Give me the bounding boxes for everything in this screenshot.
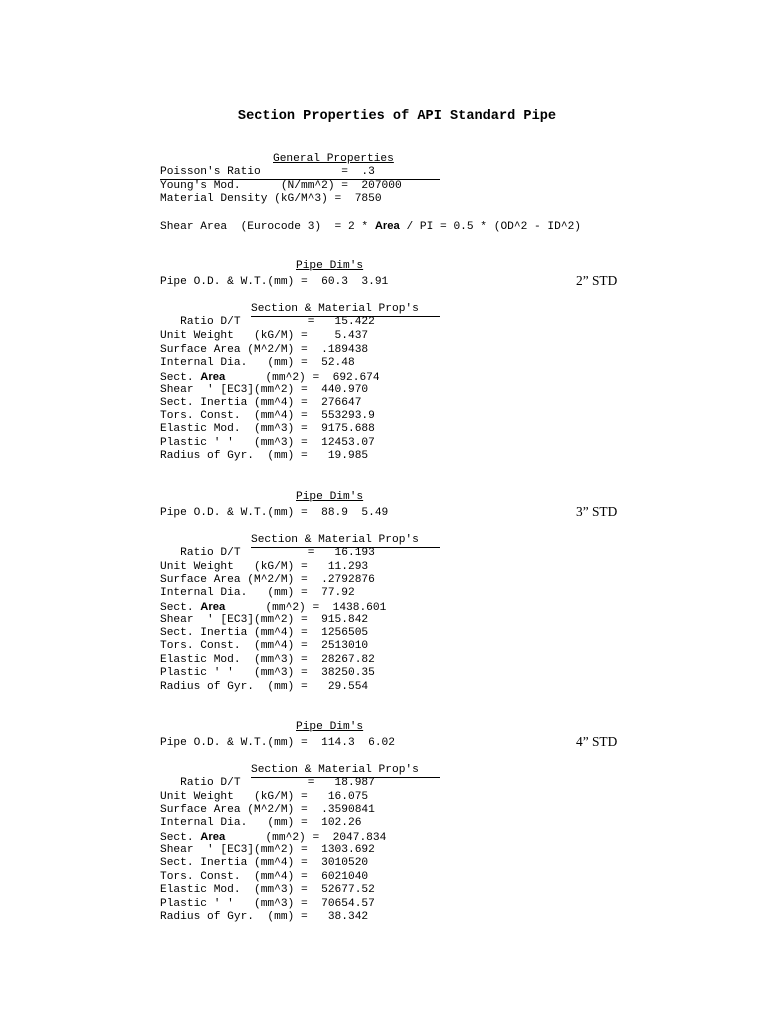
elastic-mod-line: Elastic Mod. (mm^3) = 28267.82 bbox=[160, 654, 375, 666]
unit-weight-line: Unit Weight (kG/M) = 11.293 bbox=[160, 561, 369, 573]
pipe-dims-heading: Pipe Dim's bbox=[296, 491, 364, 503]
unit-weight-line: Unit Weight (kG/M) = 16.075 bbox=[160, 791, 369, 803]
shear-area-ec3-line: Shear ' [EC3](mm^2) = 1303.692 bbox=[160, 844, 375, 856]
ratio-dt-line: Ratio D/T = 16.193 bbox=[160, 547, 375, 559]
ratio-dt-line: Ratio D/T = 18.987 bbox=[160, 777, 375, 789]
ratio-dt-line: Ratio D/T = 15.422 bbox=[160, 316, 375, 328]
sect-inertia-line: Sect. Inertia (mm^4) = 1256505 bbox=[160, 627, 369, 639]
shear-area-line: Shear Area (Eurocode 3) = 2 * Area / PI = 0.5 * (OD^2 - ID^2) bbox=[160, 220, 582, 233]
elastic-mod-line: Elastic Mod. (mm^3) = 52677.52 bbox=[160, 884, 375, 896]
sect-area-line: Sect. Area (mm^2) = 692.674 bbox=[160, 371, 380, 384]
internal-dia-line: Internal Dia. (mm) = 77.92 bbox=[160, 587, 355, 599]
poissons-ratio-line: Poisson's Ratio = .3 bbox=[160, 166, 375, 178]
plastic-mod-line: Plastic ' ' (mm^3) = 12453.07 bbox=[160, 437, 375, 449]
sect-area-line: Sect. Area (mm^2) = 2047.834 bbox=[160, 831, 387, 844]
sect-inertia-line: Sect. Inertia (mm^4) = 3010520 bbox=[160, 857, 369, 869]
unit-weight-line: Unit Weight (kG/M) = 5.437 bbox=[160, 330, 369, 342]
pipe-std-label: 3” STD bbox=[576, 504, 618, 519]
tors-const-line: Tors. Const. (mm^4) = 2513010 bbox=[160, 640, 369, 652]
pipe-dims-heading: Pipe Dim's bbox=[296, 260, 364, 272]
surface-area-line: Surface Area (M^2/M) = .3590841 bbox=[160, 804, 375, 816]
tors-const-line: Tors. Const. (mm^4) = 553293.9 bbox=[160, 410, 375, 422]
shear-area-ec3-line: Shear ' [EC3](mm^2) = 915.842 bbox=[160, 614, 369, 626]
internal-dia-line: Internal Dia. (mm) = 102.26 bbox=[160, 817, 362, 829]
radius-gyr-line: Radius of Gyr. (mm) = 19.985 bbox=[160, 450, 369, 462]
surface-area-line: Surface Area (M^2/M) = .2792876 bbox=[160, 574, 375, 586]
sect-area-line: Sect. Area (mm^2) = 1438.601 bbox=[160, 601, 387, 614]
general-properties-heading: General Properties bbox=[273, 153, 394, 165]
elastic-mod-line: Elastic Mod. (mm^3) = 9175.688 bbox=[160, 423, 375, 435]
plastic-mod-line: Plastic ' ' (mm^3) = 70654.57 bbox=[160, 898, 375, 910]
pipe-dims-line: Pipe O.D. & W.T.(mm) = 88.9 5.49 bbox=[160, 507, 389, 519]
props-heading: Section & Material Prop's bbox=[251, 764, 419, 776]
surface-area-line: Surface Area (M^2/M) = .189438 bbox=[160, 344, 369, 356]
internal-dia-line: Internal Dia. (mm) = 52.48 bbox=[160, 357, 355, 369]
props-heading: Section & Material Prop's bbox=[251, 534, 419, 546]
plastic-mod-line: Plastic ' ' (mm^3) = 38250.35 bbox=[160, 667, 375, 679]
shear-area-ec3-line: Shear ' [EC3](mm^2) = 440.970 bbox=[160, 384, 369, 396]
props-heading: Section & Material Prop's bbox=[251, 303, 419, 315]
radius-gyr-line: Radius of Gyr. (mm) = 38.342 bbox=[160, 911, 369, 923]
tors-const-line: Tors. Const. (mm^4) = 6021040 bbox=[160, 871, 369, 883]
pipe-dims-heading: Pipe Dim's bbox=[296, 721, 364, 733]
pipe-dims-line: Pipe O.D. & W.T.(mm) = 114.3 6.02 bbox=[160, 737, 395, 749]
radius-gyr-line: Radius of Gyr. (mm) = 29.554 bbox=[160, 681, 369, 693]
sect-inertia-line: Sect. Inertia (mm^4) = 276647 bbox=[160, 397, 362, 409]
youngs-modulus-line: Young's Mod. (N/mm^2) = 207000 bbox=[160, 180, 402, 192]
document-title: Section Properties of API Standard Pipe bbox=[237, 109, 557, 124]
pipe-dims-line: Pipe O.D. & W.T.(mm) = 60.3 3.91 bbox=[160, 276, 389, 288]
pipe-std-label: 4” STD bbox=[576, 734, 618, 749]
pipe-std-label: 2” STD bbox=[576, 273, 618, 288]
material-density-line: Material Density (kG/M^3) = 7850 bbox=[160, 193, 382, 205]
